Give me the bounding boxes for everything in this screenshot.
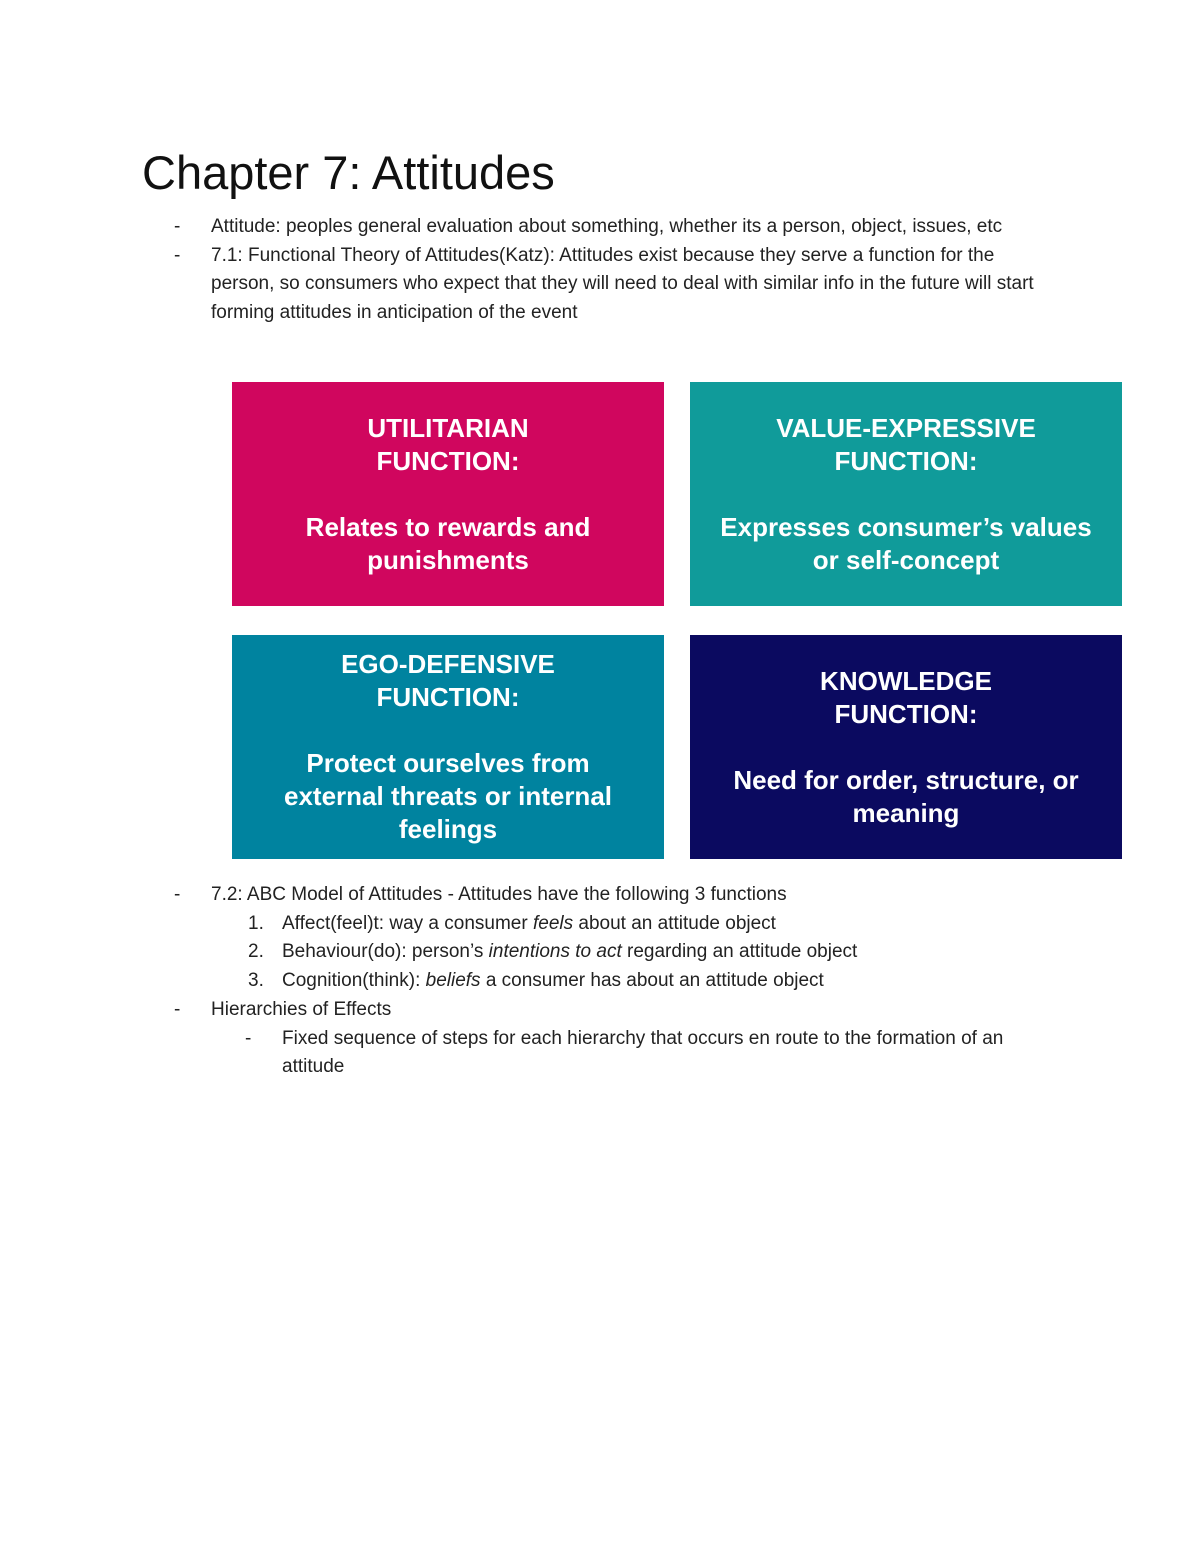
text-segment: about an attitude object — [573, 912, 776, 934]
description-line: or self-concept — [812, 544, 1000, 575]
heading-line: VALUE-EXPRESSIVE — [776, 412, 1036, 443]
list-item — [0, 996, 1200, 1082]
knowledge-function-box — [690, 635, 1122, 859]
bullet-dash: - — [245, 1027, 252, 1049]
utilitarian-function-box — [232, 382, 664, 606]
list-item — [0, 1025, 1200, 1082]
list-item — [0, 910, 1200, 939]
list-number: 2. — [248, 941, 264, 963]
description-line: Expresses consumer’s values — [720, 511, 1092, 542]
box-description — [306, 511, 591, 577]
description-line: Relates to rewards and — [305, 511, 591, 542]
heading-line: UTILITARIAN — [367, 412, 529, 443]
intro-bullet-list — [0, 213, 1200, 328]
box-heading — [776, 412, 1036, 478]
list-item — [0, 242, 1200, 328]
box-heading — [341, 648, 555, 714]
box-heading — [367, 412, 528, 478]
value-expressive-function-box — [690, 382, 1122, 606]
abc-cognition-text — [282, 967, 1062, 996]
box-description — [720, 511, 1091, 577]
fixed-sequence-text: Fixed sequence of steps for each hierarchy that occurs en route to the formation of an attitude — [282, 1027, 1004, 1078]
box-heading — [820, 665, 992, 731]
list-number: 3. — [248, 970, 264, 992]
description-line: feelings — [398, 814, 498, 844]
abc-numbered-list — [0, 910, 1200, 996]
bullet-dash: - — [174, 244, 181, 266]
list-item — [0, 881, 1200, 996]
text-segment: Cognition(think): — [282, 970, 426, 992]
abc-behaviour-text — [282, 938, 1062, 967]
heading-line: FUNCTION: — [834, 445, 978, 476]
emphasis-text: feels — [532, 912, 574, 934]
attitude-definition-text: Attitude: peoples general evaluation about something, whether its a person, object, issues, etc — [211, 216, 1003, 237]
box-description — [284, 747, 612, 846]
hierarchies-sub-list — [0, 1025, 1200, 1082]
bullet-dash: - — [174, 884, 181, 905]
bullet-dash: - — [174, 216, 181, 237]
text-segment: a consumer has about an attitude object — [480, 970, 824, 992]
heading-line: KNOWLEDGE — [820, 665, 992, 696]
abc-affect-text — [282, 910, 1062, 939]
hierarchies-text: Hierarchies of Effects — [211, 998, 392, 1020]
list-number: 1. — [248, 912, 264, 934]
list-item — [0, 213, 1200, 242]
heading-line: FUNCTION: — [376, 445, 520, 476]
emphasis-text: beliefs — [425, 970, 481, 992]
functional-theory-text: 7.1: Functional Theory of Attitudes(Katz): Attitudes exist because they serve a function for the person, so consumers who expect that they will need to deal with similar info in the future will start forming attitudes in anticipation of the event — [211, 244, 1034, 324]
heading-line: FUNCTION: — [834, 698, 978, 729]
description-line: Protect ourselves from — [306, 748, 590, 778]
abc-model-text: 7.2: ABC Model of Attitudes - Attitudes have the following 3 functions — [211, 884, 787, 905]
text-segment: regarding an attitude object — [621, 941, 858, 963]
lower-bullet-list — [0, 881, 1200, 1082]
page-title: Chapter 7: Attitudes — [142, 146, 555, 199]
list-item — [0, 938, 1200, 967]
description-line: meaning — [852, 797, 960, 828]
heading-line: FUNCTION: — [376, 682, 520, 712]
text-segment: Behaviour(do): person’s — [282, 941, 489, 963]
description-line: external threats or internal — [284, 781, 612, 811]
text-segment: Affect(feel)t: way a consumer — [282, 912, 533, 934]
heading-line: EGO-DEFENSIVE — [341, 649, 555, 679]
bullet-dash: - — [174, 998, 181, 1020]
description-line: Need for order, structure, or — [733, 764, 1079, 795]
emphasis-text: intentions to act — [488, 941, 622, 963]
ego-defensive-function-box — [232, 635, 664, 859]
list-item — [0, 967, 1200, 996]
box-description — [733, 764, 1078, 830]
description-line: punishments — [367, 544, 529, 575]
